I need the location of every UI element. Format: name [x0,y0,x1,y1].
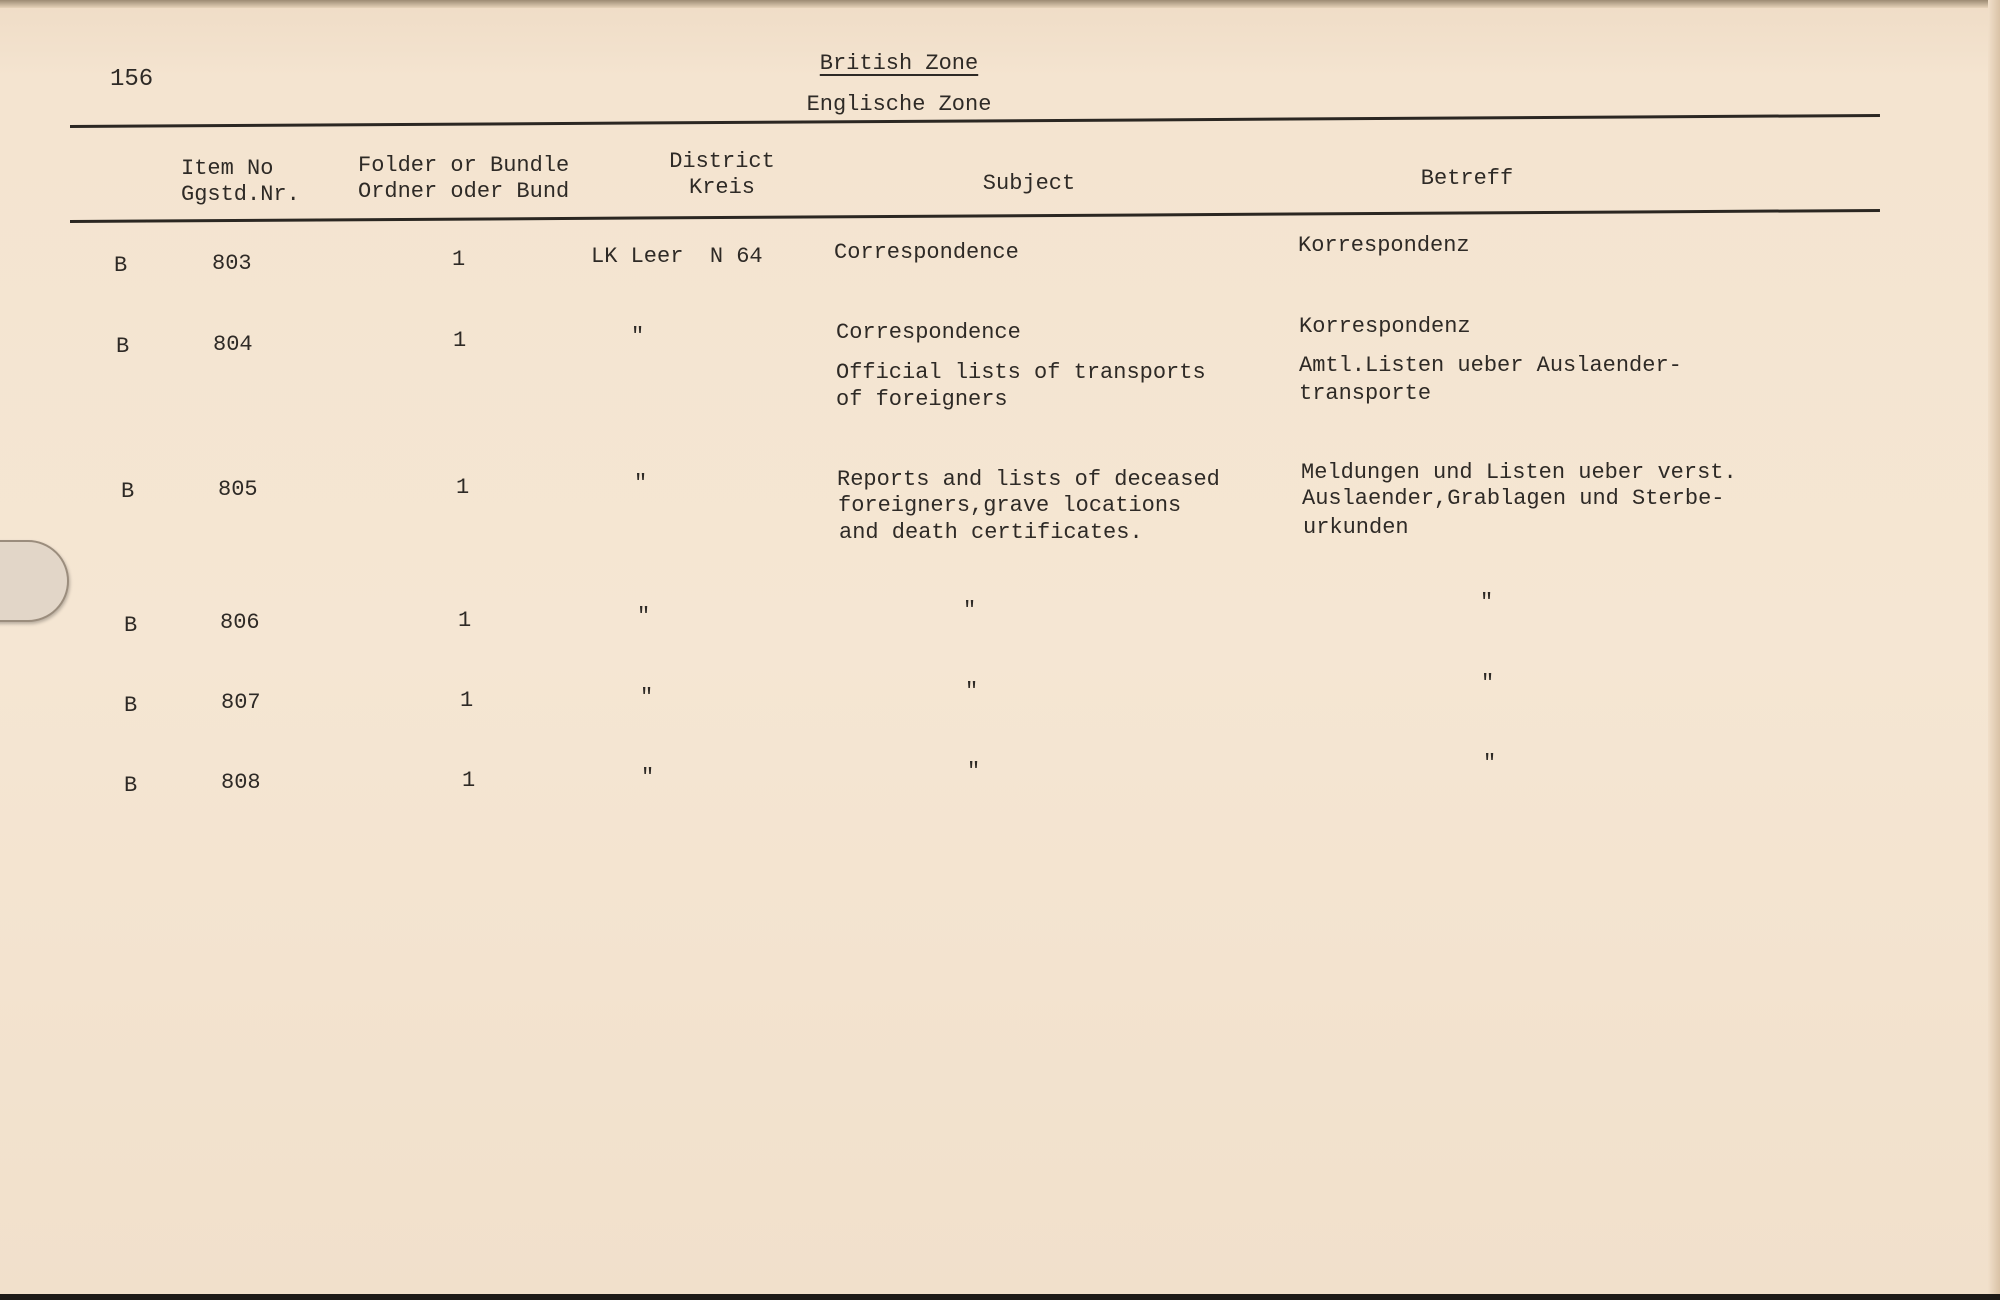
row-item: 805 [218,477,258,502]
page-title: British Zone [819,51,979,76]
row-betreff: " [1480,590,1494,615]
row-district: " [641,765,655,790]
row-district: LK Leer N 64 [591,244,763,269]
row-subject: " [963,598,977,623]
row-prefix: B [114,253,128,278]
page-number: 156 [110,66,154,93]
row-district: " [637,604,651,629]
row-subject: of foreigners [836,387,1008,412]
row-subject: and death certificates. [839,520,1143,545]
row-subject: Official lists of transports [836,360,1206,385]
row-folder: 1 [462,768,476,793]
row-subject: Correspondence [834,240,1019,265]
header-item-no-de: Ggstd.Nr. [181,182,300,207]
header-subject: Subject [982,171,1076,196]
row-prefix: B [124,693,138,718]
row-district: " [631,324,645,349]
row-prefix: B [124,773,138,798]
row-prefix: B [116,334,130,359]
row-subject: " [965,679,979,704]
row-betreff: " [1483,751,1497,776]
page-tab [0,540,69,622]
row-item: 806 [220,610,260,635]
row-item: 808 [221,770,261,795]
header-folder: Folder or Bundle [358,153,570,178]
row-prefix: B [124,613,138,638]
page-right-edge [1988,0,2000,1300]
row-betreff: Korrespondenz [1299,314,1471,339]
row-betreff: Meldungen und Listen ueber verst. [1301,460,1737,485]
row-folder: 1 [452,247,466,272]
header-district: District [669,149,775,174]
row-folder: 1 [460,688,474,713]
row-betreff: transporte [1299,381,1432,406]
row-item: 803 [212,251,252,276]
row-betreff: Auslaender,Grablagen und Sterbe- [1302,486,1725,511]
row-betreff: Amtl.Listen ueber Auslaender- [1299,353,1682,378]
row-betreff: " [1481,671,1495,696]
header-folder-de: Ordner oder Bund [358,179,570,204]
row-betreff: urkunden [1303,515,1409,540]
header-district-de: Kreis [688,175,756,200]
page-top-edge [0,0,2000,8]
row-subject: Correspondence [836,320,1021,345]
row-folder: 1 [456,475,470,500]
header-bottom-rule [70,209,1880,223]
row-subject: Reports and lists of deceased [837,467,1220,492]
page-subtitle: Englische Zone [806,92,992,117]
row-betreff: Korrespondenz [1298,233,1470,258]
row-district: " [640,685,654,710]
page-bottom-edge [0,1294,2000,1300]
row-folder: 1 [458,608,472,633]
header-betreff: Betreff [1420,166,1514,191]
row-item: 804 [213,332,253,357]
row-district: " [634,471,648,496]
header-item-no: Item No [181,156,274,181]
row-item: 807 [221,690,261,715]
row-subject: " [967,759,981,784]
row-prefix: B [121,479,135,504]
row-folder: 1 [453,328,467,353]
row-subject: foreigners,grave locations [838,493,1182,518]
